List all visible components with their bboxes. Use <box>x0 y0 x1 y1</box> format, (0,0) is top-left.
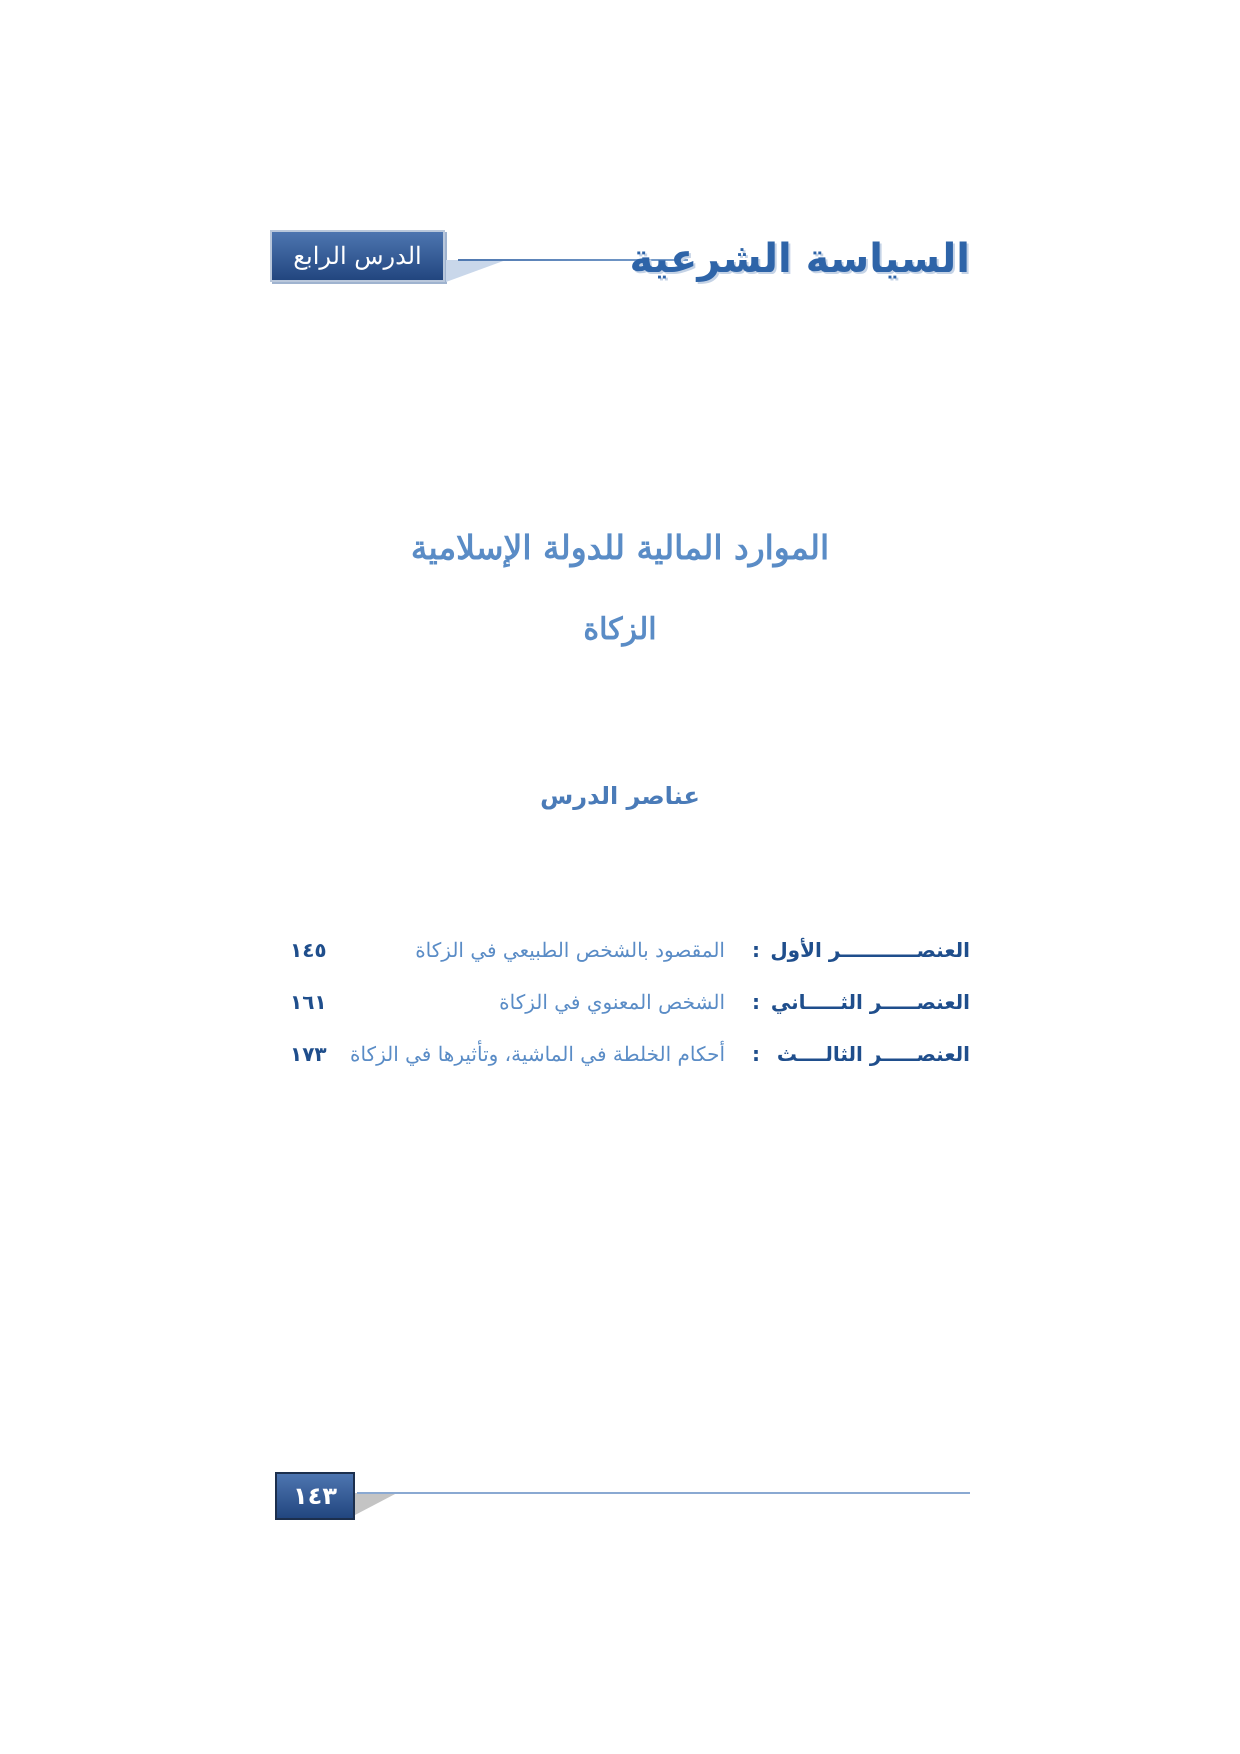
footer-divider <box>357 1492 970 1494</box>
element-label: العنصـــــر الثـــــاني <box>770 990 970 1014</box>
contents-list <box>290 938 970 1094</box>
contents-row <box>290 990 970 1042</box>
element-topic: الشخص المعنوي في الزكاة <box>499 990 725 1014</box>
elements-heading: عناصر الدرس <box>540 782 700 810</box>
element-page-number: ١٦١ <box>290 990 327 1014</box>
page-footer <box>275 1470 970 1526</box>
element-topic: أحكام الخلطة في الماشية، وتأثيرها في الزكاة <box>349 1042 725 1066</box>
separator: : <box>752 1042 760 1066</box>
element-page-number: ١٤٥ <box>290 938 327 962</box>
element-label: العنصـــــــــــر الأول <box>770 938 970 962</box>
separator: : <box>752 990 760 1014</box>
page-number: ١٤٣ <box>293 1482 337 1510</box>
header-decoration <box>446 260 506 282</box>
book-title: السياسة الشرعية <box>629 236 970 282</box>
contents-row <box>290 1042 970 1094</box>
footer-decoration <box>355 1493 397 1515</box>
element-page-number: ١٧٣ <box>290 1042 327 1066</box>
element-topic: المقصود بالشخص الطبيعي في الزكاة <box>415 938 725 962</box>
contents-row <box>290 938 970 990</box>
element-label: العنصـــــر الثالــــث <box>776 1042 970 1066</box>
lesson-subtitle: الزكاة <box>583 612 657 647</box>
lesson-label: الدرس الرابع <box>293 242 422 270</box>
page-number-badge <box>275 1472 355 1520</box>
page-header <box>270 226 970 292</box>
separator: : <box>752 938 760 962</box>
lesson-badge <box>270 230 445 282</box>
lesson-title: الموارد المالية للدولة الإسلامية <box>410 528 830 567</box>
